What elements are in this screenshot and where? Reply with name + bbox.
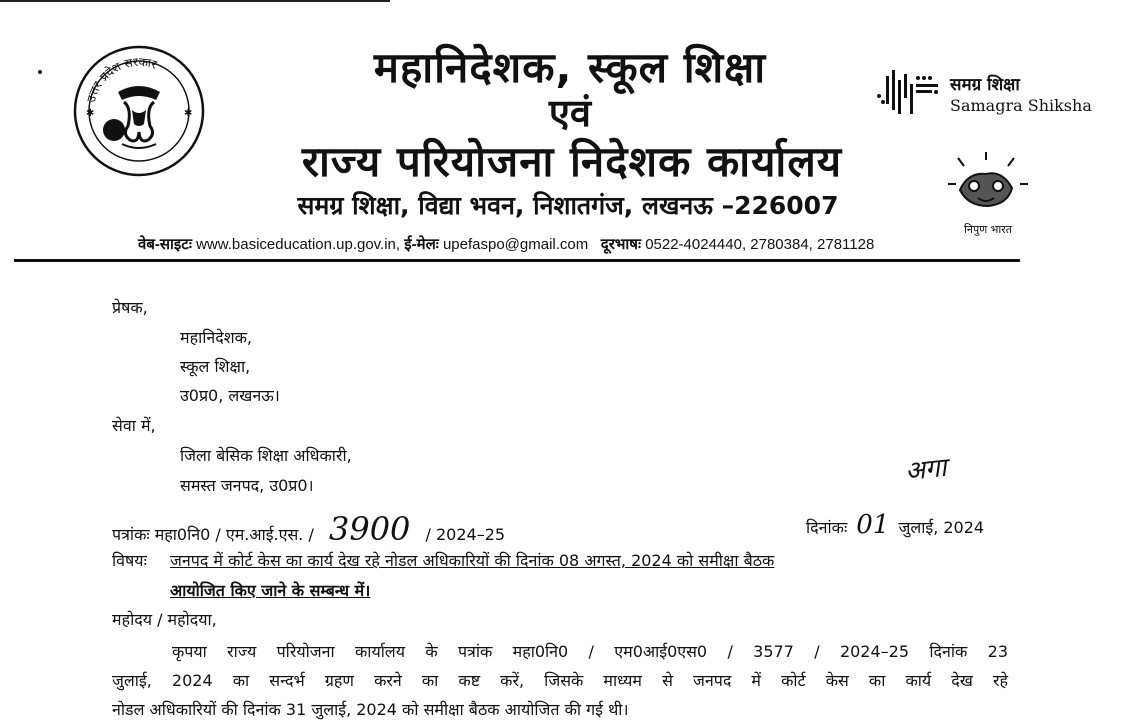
recipient-line: जिला बेसिक शिक्षा अधिकारी,	[180, 446, 352, 465]
samagra-shiksha-logo-icon	[874, 66, 944, 122]
email-label: ई-मेलः	[404, 236, 439, 253]
subject-label: विषयः	[112, 551, 147, 570]
paragraph-line: कृपया राज्य परियोजना कार्यालय के पत्रांक महा0नि0 / एम0आई0एस0 / 3577 / 2024–25 दिनांक 23	[172, 642, 1008, 661]
website-label: वेब-साइटः	[138, 236, 192, 253]
letter-number-suffix: / 2024–25	[425, 525, 506, 544]
sender-label: प्रेषक,	[112, 298, 148, 317]
recipient-line: समस्त जनपद, उ0प्र0।	[180, 476, 314, 495]
subject-line: आयोजित किए जाने के सम्बन्ध में।	[170, 581, 371, 600]
handwritten-initials: अगा	[903, 452, 948, 488]
sender-line: स्कूल शिक्षा,	[180, 357, 251, 376]
header-title-line3: राज्य परियोजना निदेशक कार्यालय	[301, 137, 843, 186]
svg-text:✱: ✱	[86, 108, 95, 119]
phone-numbers: 0522-4024440, 2780384, 2781128	[645, 236, 875, 253]
samagra-english-label: Samagra Shiksha	[950, 96, 1092, 115]
date-label: दिनांकः	[806, 518, 848, 537]
letter-number-handwritten: 3900	[328, 510, 411, 548]
letter-number-line	[112, 510, 505, 548]
contact-line	[138, 234, 1018, 254]
paragraph-line: नोडल अधिकारियों की दिनांक 31 जुलाई, 2024 को समीक्षा बैठक आयोजित की गई थी।	[112, 700, 629, 719]
emblem-text: उत्तर प्रदेश सरकार	[83, 54, 159, 104]
body-paragraph	[112, 637, 1008, 724]
nipun-label: निपुण भारत	[964, 223, 1013, 236]
header-title-line1: महानिदेशक, स्कूल शिक्षा	[373, 43, 767, 92]
nipun-bharat-logo-icon	[938, 150, 1038, 220]
header-title-line2: एवं	[548, 91, 592, 135]
website-link[interactable]: www.basiceducation.up.gov.in,	[196, 236, 401, 253]
recipient-label: सेवा में,	[112, 416, 156, 435]
paragraph-line: जुलाई, 2024 का सन्दर्भ ग्रहण करने का कष्ट करें, जिसके माध्यम से जनपद में कोर्ट केस का कार्य देख रहे	[112, 671, 1008, 690]
subject-line: जनपद में कोर्ट केस का कार्य देख रहे नोडल अधिकारियों की दिनांक 08 अगस्त, 2024 को समीक्षा बैठक	[170, 551, 775, 570]
email-link[interactable]: upefaspo@gmail.com	[442, 236, 589, 253]
scan-dot	[38, 70, 42, 74]
header-rule	[14, 259, 1020, 262]
phone-label: दूरभाषः	[600, 236, 642, 253]
salutation: महोदय / महोदया,	[112, 610, 217, 629]
up-govt-emblem-icon	[72, 44, 206, 178]
date-suffix: जुलाई, 2024	[898, 518, 985, 537]
samagra-hindi-label: समग्र शिक्षा	[950, 75, 1020, 95]
top-rule	[0, 0, 390, 2]
sender-line: उ0प्र0, लखनऊ।	[180, 386, 280, 405]
svg-text:✱: ✱	[184, 108, 193, 119]
sender-line: महानिदेशक,	[180, 328, 252, 347]
subject-text	[170, 546, 1010, 606]
header-address: समग्र शिक्षा, विद्या भवन, निशातगंज, लखनऊ –226007	[297, 191, 839, 220]
letter-number-prefix: महा0नि0 / एम.आई.एस. /	[154, 525, 314, 544]
date-handwritten: 01	[856, 510, 890, 540]
date-line	[806, 510, 984, 540]
letter-number-label: पत्रांकः	[112, 525, 150, 544]
